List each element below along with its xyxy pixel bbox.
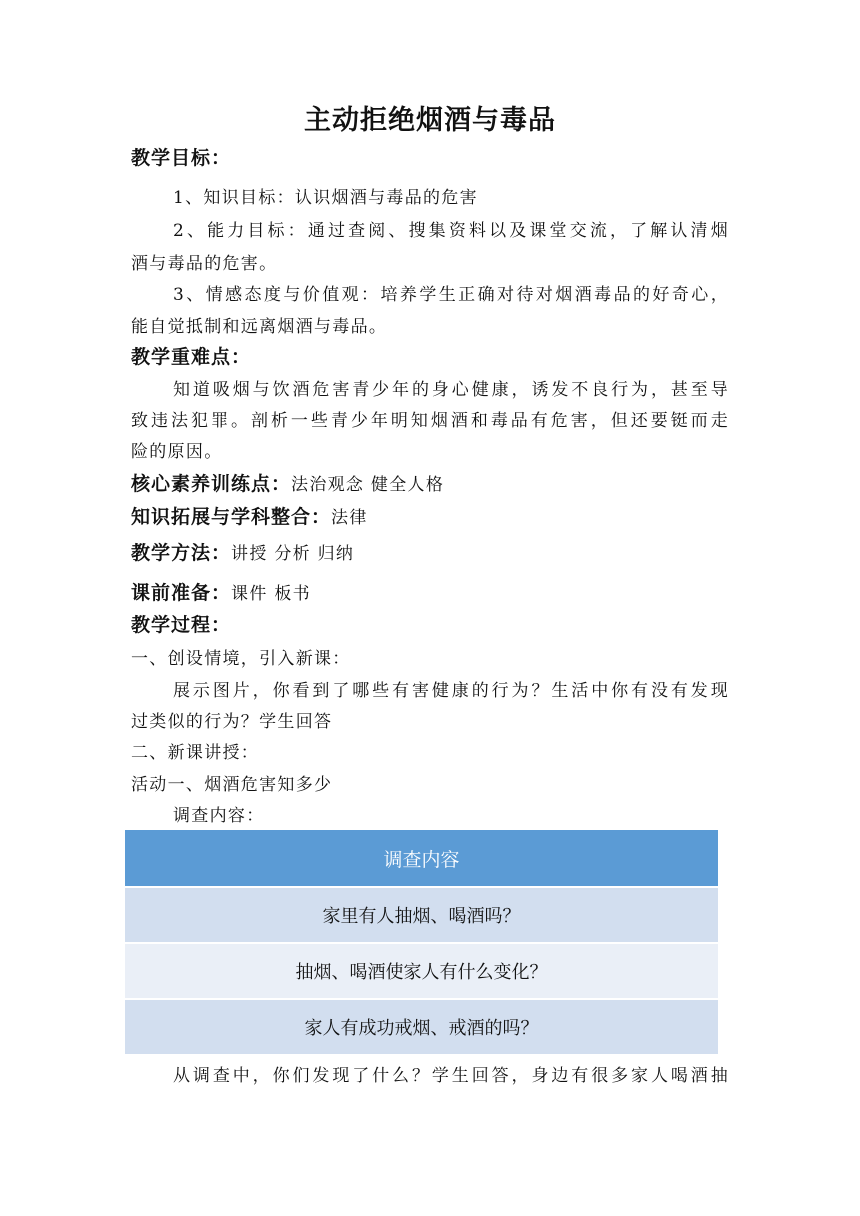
- objective-attitude-line2: 能自觉抵制和远离烟酒与毒品。: [131, 317, 388, 337]
- methods-label: 教学方法：: [131, 542, 232, 564]
- survey-table-row: 抽烟、喝酒使家人有什么变化？: [125, 944, 718, 1000]
- survey-table-header: 调查内容: [125, 830, 718, 888]
- objective-attitude-line1: 3、情感态度与价值观：培养学生正确对待对烟酒毒品的好奇心，: [173, 285, 729, 305]
- survey-table-row: 家里有人抽烟、喝酒吗？: [125, 888, 718, 944]
- methods-value: 讲授 分析 归纳: [231, 544, 355, 564]
- process-heading: 教学过程：: [131, 614, 232, 636]
- core-literacy-label: 核心素养训练点：: [131, 473, 292, 495]
- section2-heading: 二、新课讲授：: [131, 743, 260, 763]
- section1-line2: 过类似的行为？学生回答: [131, 712, 333, 732]
- section1-line1: 展示图片，你看到了哪些有害健康的行为？生活中你有没有发现: [173, 681, 729, 701]
- extension-label: 知识拓展与学科整合：: [131, 506, 332, 528]
- after-survey-line: 从调查中，你们发现了什么？学生回答，身边有很多家人喝酒抽: [173, 1066, 729, 1086]
- key-points-heading: 教学重难点：: [131, 346, 252, 368]
- extension-row: [131, 507, 731, 528]
- preparation-row: [131, 583, 731, 604]
- page-title: 主动拒绝烟酒与毒品: [304, 105, 556, 136]
- section1-heading: 一、创设情境，引入新课：: [131, 649, 351, 669]
- core-literacy-row: [131, 474, 731, 495]
- objectives-heading: 教学目标：: [131, 147, 232, 169]
- objective-knowledge: 1、知识目标：认识烟酒与毒品的危害: [173, 188, 478, 208]
- key-points-line3: 险的原因。: [131, 442, 223, 462]
- key-points-line1: 知道吸烟与饮酒危害青少年的身心健康，诱发不良行为，甚至导: [173, 380, 729, 400]
- methods-row: [131, 543, 731, 564]
- objective-ability-line2: 酒与毒品的危害。: [131, 254, 278, 274]
- activity1-heading: 活动一、烟酒危害知多少: [131, 775, 333, 795]
- core-literacy-value: 法治观念 健全人格: [291, 475, 445, 495]
- key-points-line2: 致违法犯罪。剖析一些青少年明知烟酒和毒品有危害，但还要铤而走: [131, 411, 729, 431]
- preparation-value: 课件 板书: [231, 584, 311, 604]
- objective-ability-line1: 2、能力目标：通过查阅、搜集资料以及课堂交流，了解认清烟: [173, 221, 729, 241]
- preparation-label: 课前准备：: [131, 582, 232, 604]
- survey-table-row: 家人有成功戒烟、戒酒的吗？: [125, 1000, 718, 1056]
- extension-value: 法律: [331, 508, 368, 528]
- survey-table: [125, 830, 718, 1056]
- survey-intro: 调查内容：: [173, 806, 265, 826]
